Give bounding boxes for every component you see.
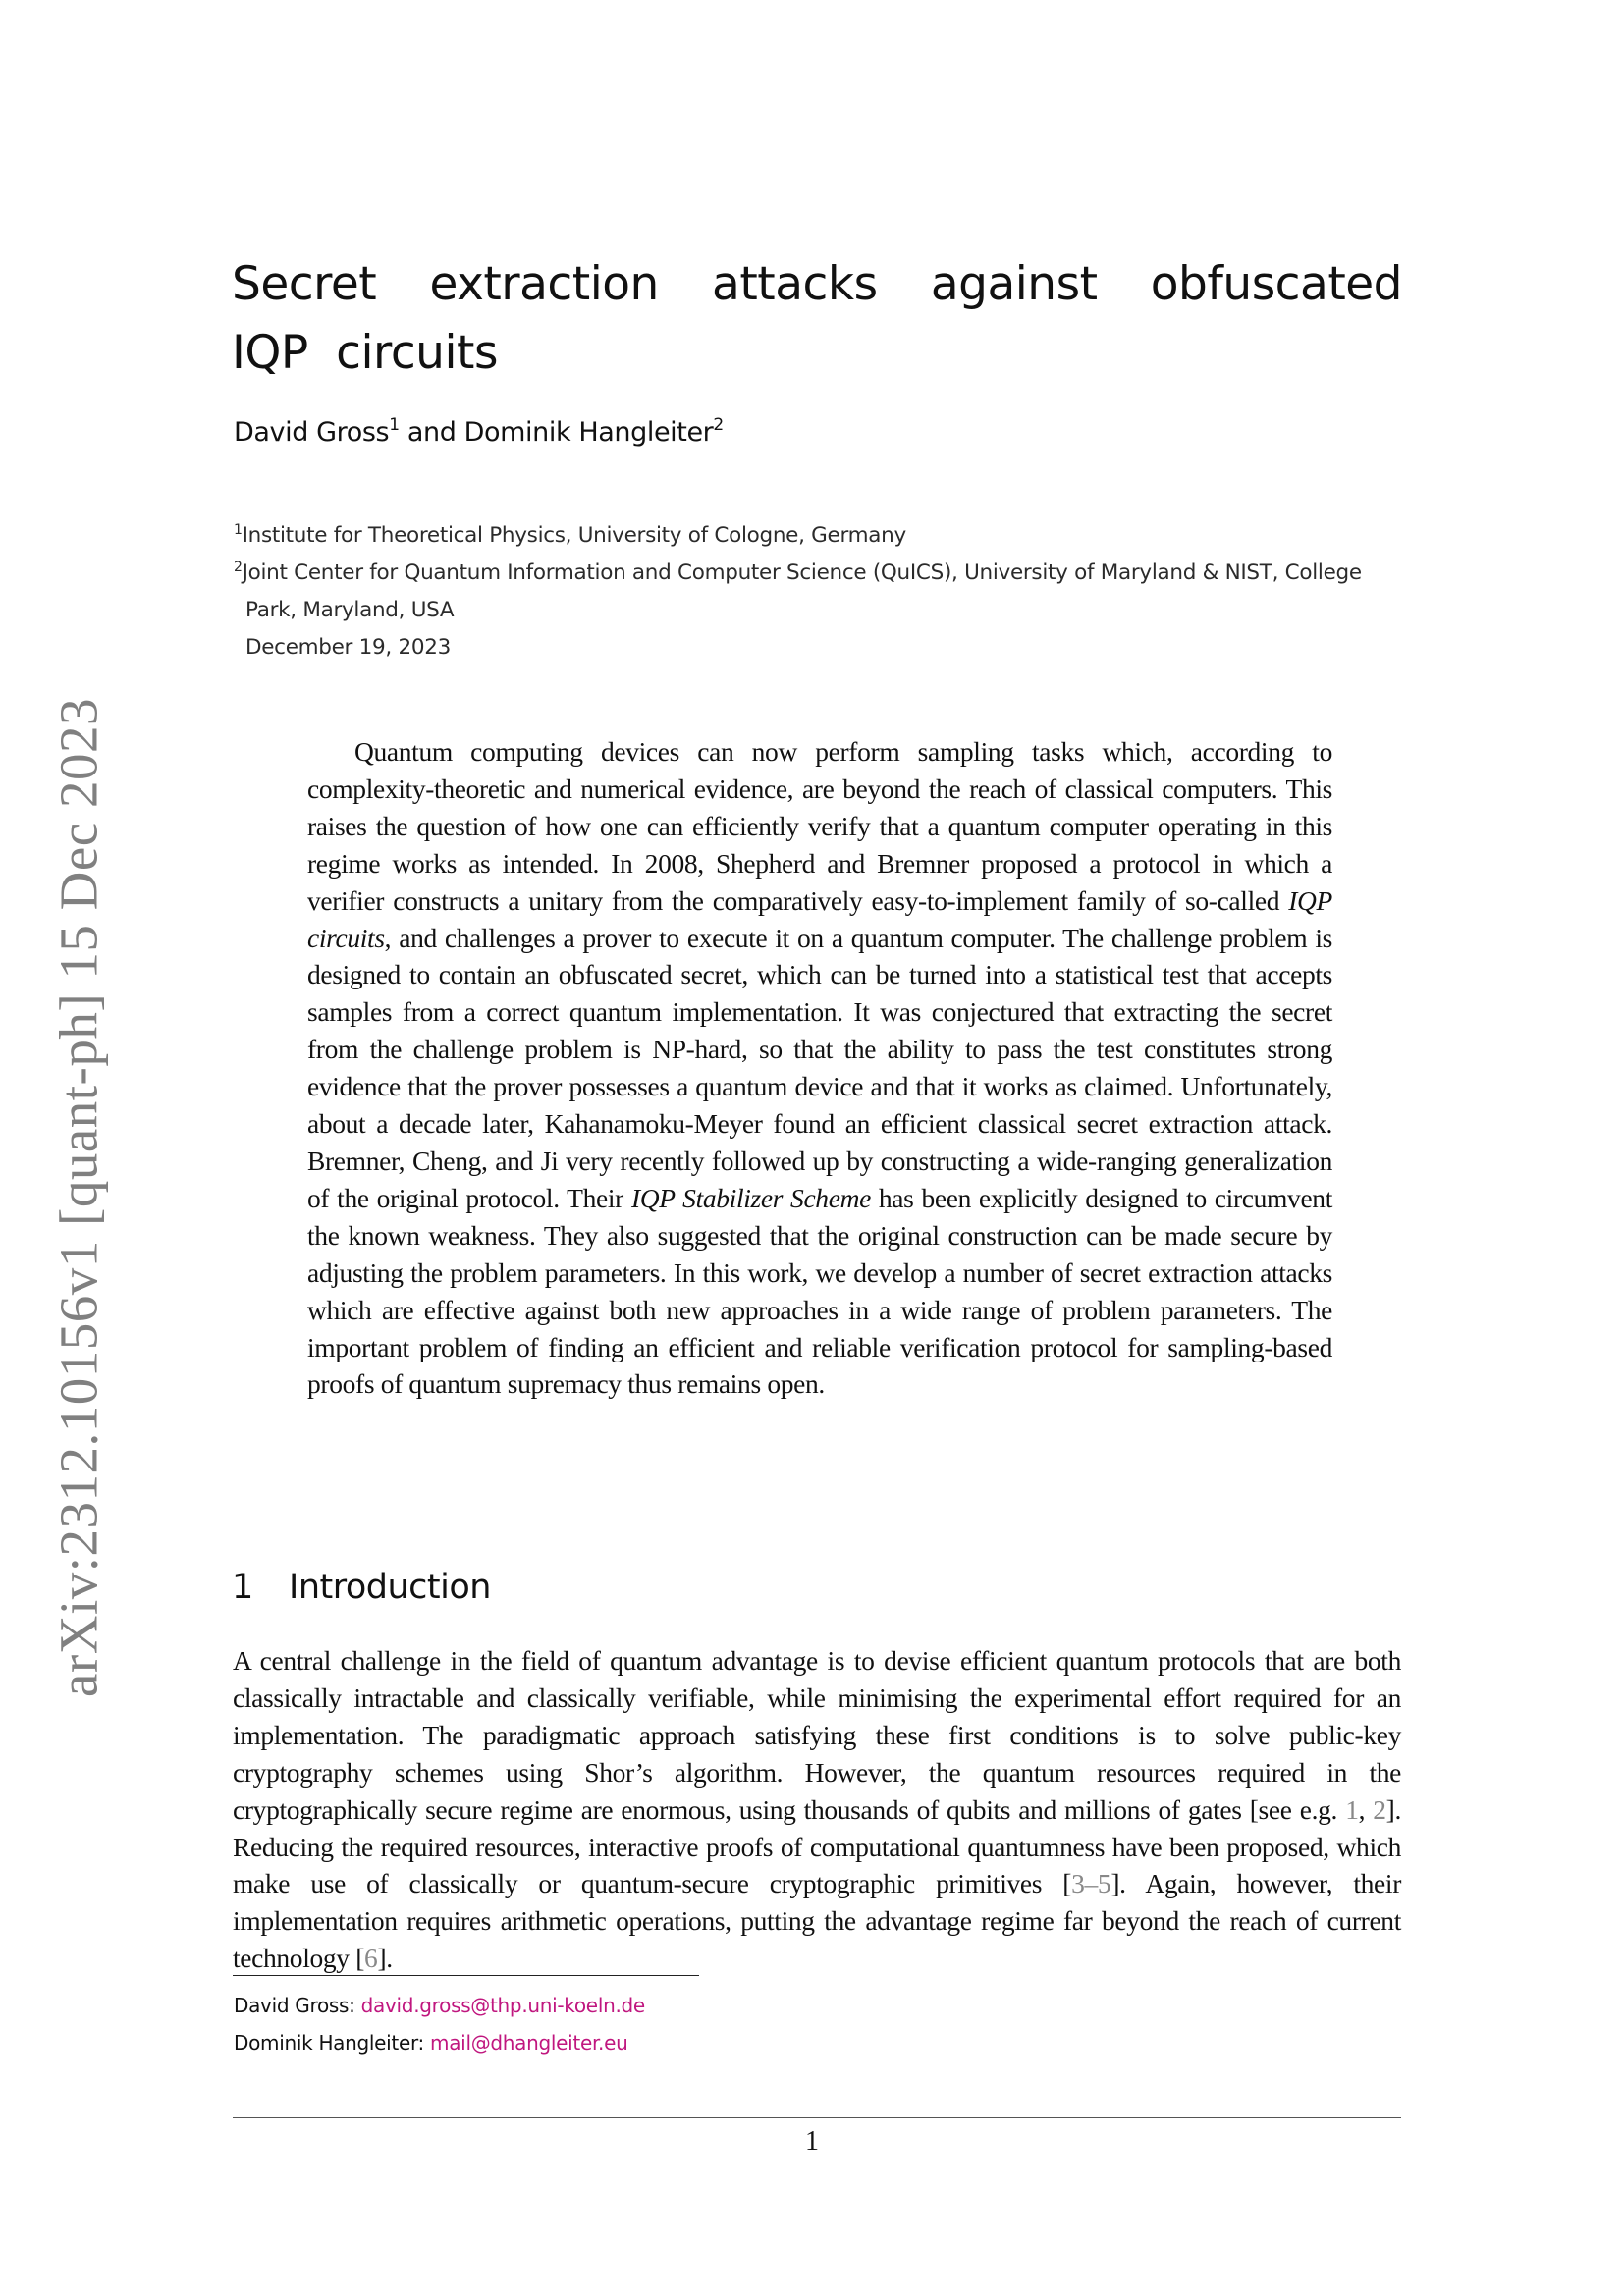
footnote-item <box>234 2024 645 2061</box>
intro-paragraph <box>233 1642 1401 1977</box>
abstract-text: has been explicitly designed to circumvent the known weakness. They also suggested that the original construction can be made secure by adjusting the problem parameters. In this work, we develop a number of secret extraction attacks which are effective against both new approaches in a wide range of problem parameters. The important problem of finding an efficient and reliable verification protocol for sampling-based proofs of quantum supremacy thus remains open. <box>307 1182 1332 1400</box>
author-joiner: and <box>399 417 464 448</box>
abstract-emphasis: IQP circuits <box>307 884 1332 953</box>
footnotes <box>234 1987 645 2061</box>
citation-link[interactable]: 6 <box>364 1943 378 1974</box>
affiliation-mark: 1 <box>389 415 400 435</box>
body-text: ]. <box>377 1943 393 1974</box>
affiliation-item <box>234 555 1412 592</box>
citation-link[interactable]: 2 <box>1373 1793 1386 1825</box>
page-footer-divider <box>233 2117 1401 2118</box>
abstract-emphasis: IQP Stabilizer Scheme <box>630 1182 871 1213</box>
affiliation-item <box>234 517 1412 555</box>
affiliation-continuation: Park, Maryland, USA <box>245 598 455 622</box>
abstract-text: , and challenges a prover to execute it on a quantum computer. The challenge problem is designed to contain an obfuscated secret, which can be turned into a statistical test that accepts samples from a correct quantum implementation. It was conjectured that extracting the secret from the challenge problem is NP-hard, so that the ability to pass the test constitutes strong evidence that the prover possesses a quantum device and that it works as claimed. Unfortunately, about a decade later, Kahanamoku-Meyer found an efficient classical secret extraction attack. Bremner, Cheng, and Ji very recently followed up by constructing a wide-ranging generalization of the original protocol. Their <box>307 922 1332 1213</box>
page-number: 1 <box>805 2126 819 2157</box>
citation-link[interactable]: 3–5 <box>1071 1868 1111 1899</box>
footnote-divider <box>233 1975 699 1976</box>
affiliation-mark: 2 <box>713 415 724 435</box>
abstract-text: Quantum computing devices can now perform sampling tasks which, according to complexity-theoretic and numerical evidence, are beyond the reach of classical computers. This raises the question of how one can efficiently verify that a quantum computer operating in this regime works as intended. In 2008, Shepherd and Bremner proposed a protocol in which a verifier constructs a unitary from the comparatively easy-to-implement family of so-called <box>307 736 1332 916</box>
paper-date: December 19, 2023 <box>245 635 451 660</box>
footnote-item <box>234 1987 645 2024</box>
affiliation-mark: 1 <box>234 522 243 538</box>
section-heading <box>232 1568 491 1607</box>
section-title: Introduction <box>289 1568 491 1607</box>
affiliations <box>234 517 1412 667</box>
footnote-label: Dominik Hangleiter: <box>234 2031 431 2055</box>
section-number: 1 <box>232 1568 253 1607</box>
body-text: ]. Again, however, their implementation requires arithmetic operations, putting the advantage regime far beyond the reach of current technology [ <box>233 1868 1401 1974</box>
arxiv-identifier-stamp <box>39 677 118 1718</box>
author-name: Dominik Hangleiter <box>463 417 714 448</box>
body-text: A central challenge in the field of quantum advantage is to devise efficient quantum protocols that are both classically intractable and classically verifiable, while minimising the experimental effort required for an implementation. The paradigmatic approach satisfying these first conditions is to solve public-key cryptography schemes using Shor’s algorithm. However, the quantum resources required in the cryptographically secure regime are enormous, using thousands of qubits and millions of gates [see e.g. <box>233 1645 1401 1825</box>
body-text: , <box>1358 1793 1374 1825</box>
affiliation-text: Institute for Theoretical Physics, University of Cologne, Germany <box>242 523 906 548</box>
author-name: David Gross <box>234 417 390 448</box>
arxiv-stamp-text: arXiv:2312.10156v1 [quant-ph] 15 Dec 2023 <box>48 698 109 1697</box>
author-list <box>234 417 724 448</box>
affiliation-text: Joint Center for Quantum Information and Computer Science (QuICS), University of Maryland & NIST, College <box>242 561 1362 585</box>
abstract <box>307 733 1332 1403</box>
citation-link[interactable]: 1 <box>1345 1793 1359 1825</box>
affiliation-mark: 2 <box>234 560 243 575</box>
email-link[interactable]: david.gross@thp.uni-koeln.de <box>360 1994 645 2017</box>
body-text: ]. Reducing the required resources, interactive proofs of computational quantumness have been proposed, which make use of classically or quantum-secure cryptographic primitives [ <box>233 1793 1401 1899</box>
email-link[interactable]: mail@dhangleiter.eu <box>430 2031 628 2055</box>
footnote-label: David Gross: <box>234 1994 361 2017</box>
paper-title: Secret extraction attacks against obfuscated IQP circuits <box>232 257 1402 380</box>
